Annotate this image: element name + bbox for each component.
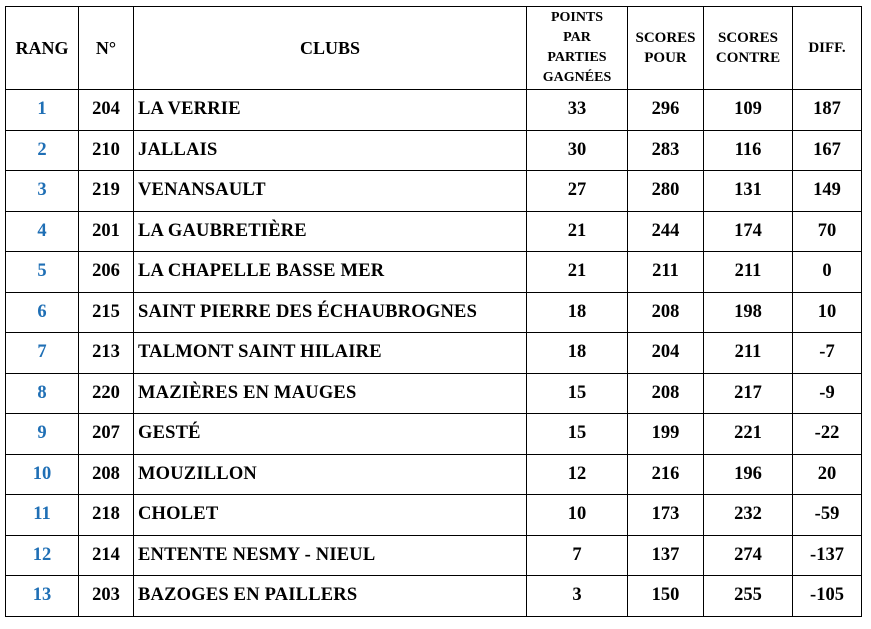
diff-cell: -22: [793, 414, 862, 455]
table-row: [6, 373, 862, 414]
scores-for-cell: 150: [628, 576, 704, 617]
club-cell: GESTÉ: [134, 414, 527, 455]
number-cell: 220: [79, 373, 134, 414]
rank-cell: 12: [6, 535, 79, 576]
number-cell: 213: [79, 333, 134, 374]
points-cell: 15: [527, 373, 628, 414]
table-row: [6, 90, 862, 131]
scores-for-cell: 211: [628, 252, 704, 293]
number-cell: 215: [79, 292, 134, 333]
header-number: N°: [79, 7, 134, 90]
header-scores-for-line: POUR: [644, 50, 687, 66]
scores-against-cell: 116: [704, 130, 793, 171]
points-cell: 15: [527, 414, 628, 455]
number-cell: 201: [79, 211, 134, 252]
scores-against-cell: 198: [704, 292, 793, 333]
table-row: [6, 414, 862, 455]
club-cell: CHOLET: [134, 495, 527, 536]
scores-for-cell: 204: [628, 333, 704, 374]
rank-cell: 7: [6, 333, 79, 374]
number-cell: 204: [79, 90, 134, 131]
rank-cell: 3: [6, 171, 79, 212]
standings-table: [5, 6, 862, 617]
scores-for-cell: 137: [628, 535, 704, 576]
points-cell: 12: [527, 454, 628, 495]
table-row: [6, 576, 862, 617]
header-points: [527, 7, 628, 90]
points-cell: 7: [527, 535, 628, 576]
rank-cell: 9: [6, 414, 79, 455]
table-row: [6, 211, 862, 252]
table-row: [6, 292, 862, 333]
scores-for-cell: 216: [628, 454, 704, 495]
scores-against-cell: 232: [704, 495, 793, 536]
number-cell: 206: [79, 252, 134, 293]
scores-for-cell: 173: [628, 495, 704, 536]
header-row: [6, 7, 862, 90]
diff-cell: -59: [793, 495, 862, 536]
header-points-line: PARTIES: [547, 50, 607, 65]
header-points-line: GAGNÉES: [542, 70, 612, 85]
club-cell: JALLAIS: [134, 130, 527, 171]
diff-cell: -7: [793, 333, 862, 374]
diff-cell: 70: [793, 211, 862, 252]
diff-cell: 149: [793, 171, 862, 212]
points-cell: 18: [527, 292, 628, 333]
club-cell: LA CHAPELLE BASSE MER: [134, 252, 527, 293]
points-cell: 33: [527, 90, 628, 131]
number-cell: 208: [79, 454, 134, 495]
scores-against-cell: 274: [704, 535, 793, 576]
points-cell: 21: [527, 211, 628, 252]
diff-cell: 187: [793, 90, 862, 131]
club-cell: MAZIÈRES EN MAUGES: [134, 373, 527, 414]
table-row: [6, 130, 862, 171]
points-cell: 30: [527, 130, 628, 171]
diff-cell: 167: [793, 130, 862, 171]
club-cell: MOUZILLON: [134, 454, 527, 495]
table-row: [6, 333, 862, 374]
number-cell: 203: [79, 576, 134, 617]
rank-cell: 4: [6, 211, 79, 252]
diff-cell: 0: [793, 252, 862, 293]
header-diff: DIFF.: [793, 7, 862, 90]
rank-cell: 13: [6, 576, 79, 617]
header-points-line: POINTS: [550, 10, 604, 25]
club-cell: ENTENTE NESMY - NIEUL: [134, 535, 527, 576]
table-row: [6, 252, 862, 293]
table-row: [6, 535, 862, 576]
scores-for-cell: 199: [628, 414, 704, 455]
club-cell: BAZOGES EN PAILLERS: [134, 576, 527, 617]
scores-against-cell: 211: [704, 252, 793, 293]
header-rank: RANG: [6, 7, 79, 90]
scores-against-cell: 221: [704, 414, 793, 455]
header-scores-against-line: SCORES: [717, 30, 779, 46]
scores-against-cell: 109: [704, 90, 793, 131]
club-cell: LA GAUBRETIÈRE: [134, 211, 527, 252]
diff-cell: 10: [793, 292, 862, 333]
standings-body: [6, 90, 862, 617]
club-cell: TALMONT SAINT HILAIRE: [134, 333, 527, 374]
scores-for-cell: 244: [628, 211, 704, 252]
header-scores-against-line: CONTRE: [715, 50, 781, 66]
points-cell: 10: [527, 495, 628, 536]
points-cell: 3: [527, 576, 628, 617]
scores-for-cell: 208: [628, 292, 704, 333]
diff-cell: 20: [793, 454, 862, 495]
scores-for-cell: 208: [628, 373, 704, 414]
number-cell: 219: [79, 171, 134, 212]
scores-against-cell: 255: [704, 576, 793, 617]
rank-cell: 11: [6, 495, 79, 536]
diff-cell: -9: [793, 373, 862, 414]
rank-cell: 8: [6, 373, 79, 414]
club-cell: SAINT PIERRE DES ÉCHAUBROGNES: [134, 292, 527, 333]
header-scores-against: [704, 7, 793, 90]
scores-against-cell: 217: [704, 373, 793, 414]
scores-for-cell: 283: [628, 130, 704, 171]
rank-cell: 5: [6, 252, 79, 293]
rank-cell: 10: [6, 454, 79, 495]
scores-against-cell: 174: [704, 211, 793, 252]
header-club: CLUBS: [134, 7, 527, 90]
rank-cell: 2: [6, 130, 79, 171]
table-row: [6, 171, 862, 212]
number-cell: 218: [79, 495, 134, 536]
rank-cell: 1: [6, 90, 79, 131]
points-cell: 18: [527, 333, 628, 374]
table-row: [6, 454, 862, 495]
header-scores-for-line: SCORES: [635, 30, 696, 46]
number-cell: 214: [79, 535, 134, 576]
number-cell: 210: [79, 130, 134, 171]
points-cell: 27: [527, 171, 628, 212]
club-cell: VENANSAULT: [134, 171, 527, 212]
header-points-line: PAR: [563, 30, 591, 45]
scores-against-cell: 211: [704, 333, 793, 374]
scores-against-cell: 196: [704, 454, 793, 495]
points-cell: 21: [527, 252, 628, 293]
table-row: [6, 495, 862, 536]
scores-for-cell: 296: [628, 90, 704, 131]
club-cell: LA VERRIE: [134, 90, 527, 131]
diff-cell: -137: [793, 535, 862, 576]
scores-against-cell: 131: [704, 171, 793, 212]
header-scores-for: [628, 7, 704, 90]
scores-for-cell: 280: [628, 171, 704, 212]
rank-cell: 6: [6, 292, 79, 333]
number-cell: 207: [79, 414, 134, 455]
diff-cell: -105: [793, 576, 862, 617]
